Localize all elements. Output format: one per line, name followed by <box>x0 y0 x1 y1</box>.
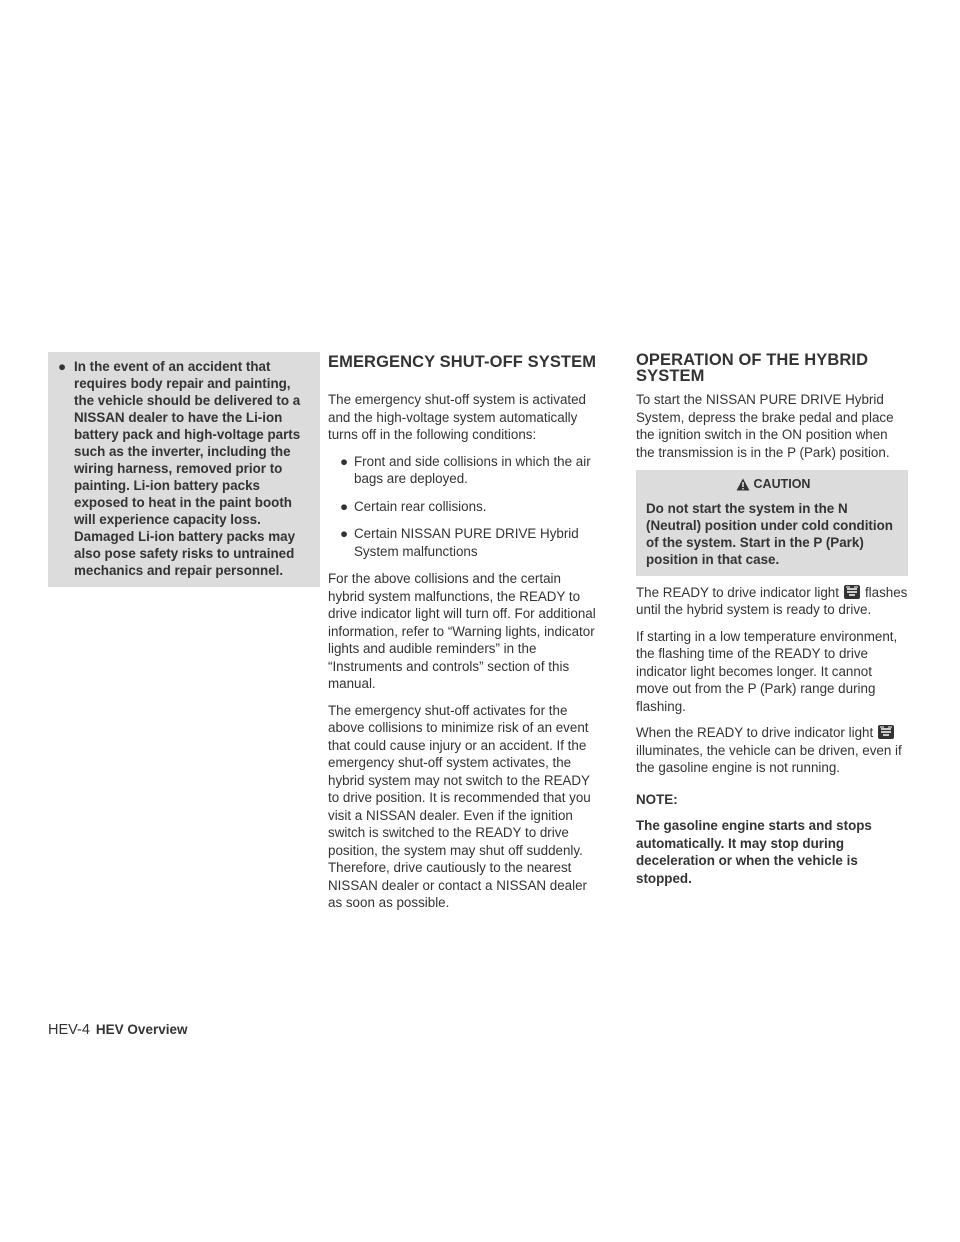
bullet-icon: ● <box>340 498 349 514</box>
operation-intro: To start the NISSAN PURE DRIVE Hybrid System, depress the brake pedal and place the ignition switch in the ON position when the transmission is in the P (Park) position. <box>636 392 894 460</box>
list-item-text: Certain NISSAN PURE DRIVE Hybrid System malfunctions <box>354 526 579 559</box>
operation-title <box>636 352 868 384</box>
bullet-icon: ● <box>340 526 349 541</box>
emergency-bullet-list <box>328 453 600 561</box>
page-number: HEV-4 <box>48 1022 90 1038</box>
list-item-text: Certain rear collisions. <box>354 498 487 514</box>
list-item-text: Front and side collisions in which the air bags are deployed. <box>354 453 591 486</box>
ready-flash-text-b: flashes until the hybrid system is ready to drive. <box>636 584 908 617</box>
note-text: The gasoline engine starts and stops automatically. It may stop during deceleration or when the vehicle is stopped. <box>636 818 872 886</box>
emergency-intro: The emergency shut-off system is activated and the high-voltage system automatically turns off in the following conditions: <box>328 392 587 442</box>
emergency-title: EMERGENCY SHUT-OFF SYSTEM <box>328 353 597 371</box>
left-column <box>48 352 320 587</box>
emergency-column <box>328 391 600 921</box>
note-label: NOTE: <box>636 791 678 807</box>
bullet-icon: ● <box>340 453 349 469</box>
ready-illuminate-text-a: When the READY to drive indicator light <box>636 725 874 740</box>
caution-label: CAUTION <box>753 477 811 491</box>
ready-illuminate-paragraph <box>636 724 908 777</box>
list-item <box>340 453 600 488</box>
caution-header <box>646 476 900 494</box>
caution-warning-icon <box>736 478 750 491</box>
warning-item <box>54 358 314 579</box>
list-item <box>340 525 600 560</box>
emergency-para2: For the above collisions and the certain hybrid system malfunctions, the READY to drive indicator light will turn off. For additional information, refer to “Warning lights, indicator lights and audible reminders” in the “Instruments and controls” section of this manual. <box>328 571 596 691</box>
emergency-para3: The emergency shut-off activates for the above collisions to minimize risk of an event that could cause injury or an accident. If the emergency shut-off system activates, the hybrid system may not switch to the READY to drive position. It is recommended that you visit a NISSAN dealer. Even if the ignition switch is switched to the READY to drive position, the system may shut off suddenly. Therefore, drive cautiously to the nearest NISSAN dealer or contact a NISSAN dealer as soon as possible. <box>328 702 591 910</box>
ready-illuminate-text-b: illuminates, the vehicle can be driven, even if the gasoline engine is not running. <box>636 742 902 775</box>
caution-box <box>636 470 908 576</box>
cold-start-paragraph: If starting in a low temperature environment, the flashing time of the READY to drive indicator light becomes longer. It cannot move out from the P (Park) range during flashing. <box>636 628 898 714</box>
ready-flash-text-a: The READY to drive indicator light <box>636 584 839 600</box>
warning-box <box>48 352 320 587</box>
list-item <box>340 498 600 516</box>
operation-title-line2: SYSTEM <box>636 367 705 385</box>
caution-text: Do not start the system in the N (Neutral) position under cold condition of the system. Start in the P (Park) position in that case. <box>646 500 893 567</box>
warning-text: In the event of an accident that requires body repair and painting, the vehicle should be delivered to a NISSAN dealer to have the Li-ion battery pack and high-voltage parts such as the inverter, including the wiring harness, removed prior to painting. Li-ion battery packs exposed to heat in the paint booth will experience capacity loss. Damaged Li-ion battery packs may also pose safety risks to untrained mechanics and repair personnel. <box>74 359 301 578</box>
bullet-icon: ● <box>58 359 67 374</box>
footer-section-name: HEV Overview <box>95 1022 188 1037</box>
ready-indicator-icon <box>877 724 895 740</box>
page-footer <box>48 1021 187 1040</box>
ready-indicator-icon <box>843 584 861 600</box>
ready-flash-paragraph <box>636 584 908 619</box>
operation-title-line1: OPERATION OF THE HYBRID <box>636 351 869 369</box>
operation-column <box>636 391 908 887</box>
